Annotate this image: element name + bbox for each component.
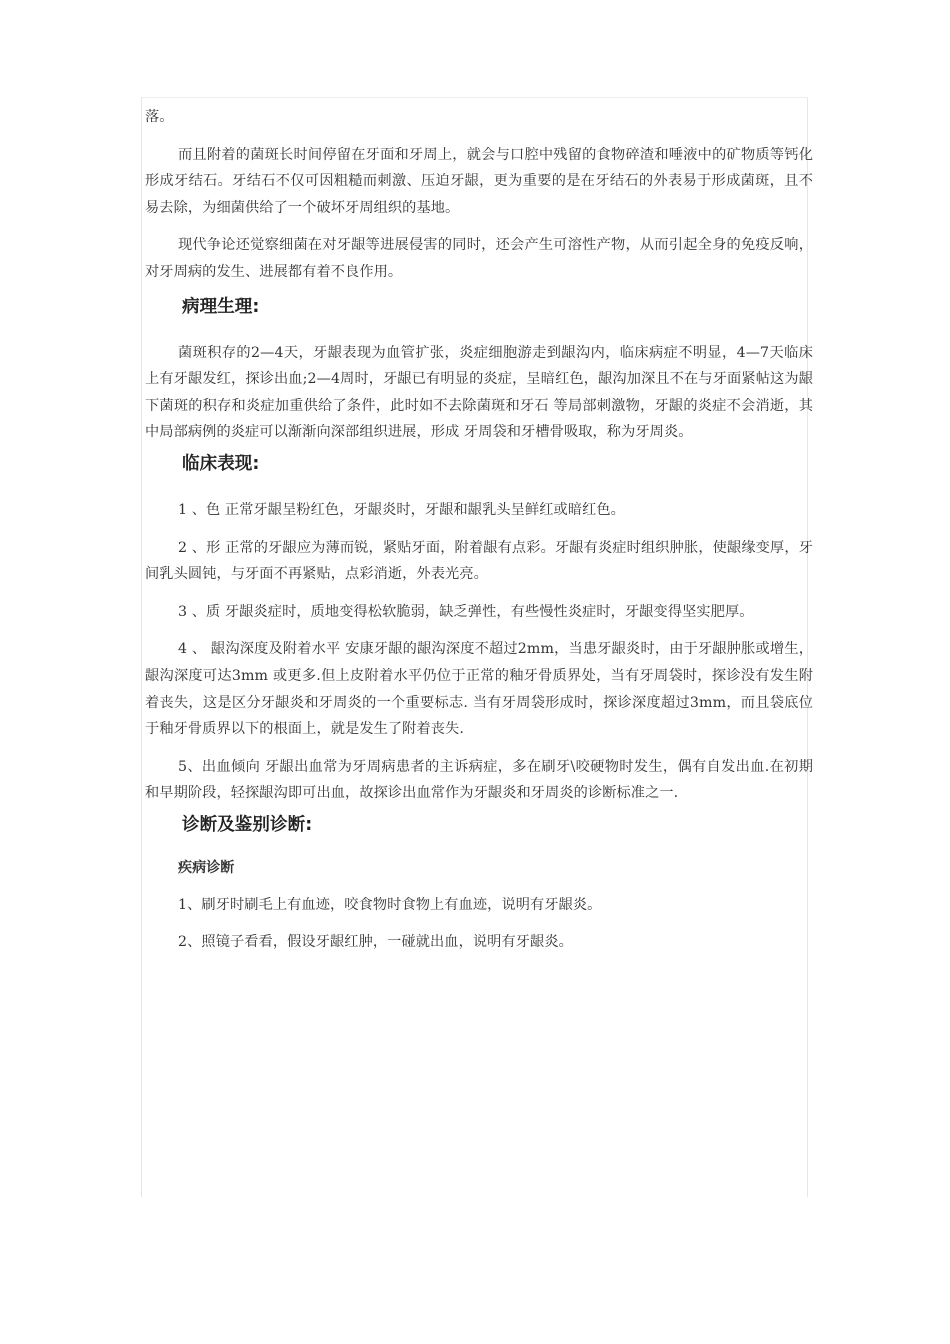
intro-tail-paragraph: 落。	[145, 109, 174, 125]
clinical-texture-paragraph: 3 、质 牙龈炎症时，质地变得松软脆弱，缺乏弹性，有些慢性炎症时，牙龈变得坚实肥厚。	[178, 603, 754, 620]
document-body	[145, 104, 813, 956]
diagnosis-item-1: 1、刷牙时刷毛上有血迹，咬食物时食物上有血迹，说明有牙龈炎。	[178, 896, 602, 913]
disease-diagnosis-subheading: 疾病诊断	[178, 859, 235, 876]
clinical-color-paragraph: 1 、色 正常牙龈呈粉红色，牙龈炎时，牙龈和龈乳头呈鲜红或暗红色。	[178, 501, 625, 518]
diagnosis-item-2: 2、照镜子看看，假设牙龈红肿，一碰就出血，说明有牙龈炎。	[178, 934, 573, 951]
calculus-paragraph: 而且附着的菌斑长时间停留在牙面和牙周上，就会与口腔中残留的食物碎渣和唾液中的矿物质等钙化形成牙结石。牙结石不仅可因粗糙而刺激、压迫牙龈，更为重要的是在牙结石的外表易于形成菌斑，且不易去除，为细菌供给了一个破坏牙周组织的基地。	[145, 146, 813, 216]
immune-paragraph: 现代争论还觉察细菌在对牙龈等进展侵害的同时，还会产生可溶性产物，从而引起全身的免疫反响，对牙周病的发生、进展都有着不良作用。	[145, 237, 813, 280]
diagnosis-heading: 诊断及鉴别诊断:	[182, 814, 313, 835]
pathology-heading: 病理生理:	[182, 296, 260, 317]
clinical-shape-paragraph: 2 、形 正常的牙龈应为薄而锐，紧贴牙面，附着龈有点彩。牙龈有炎症时组织肿胀，使龈缘变厚，牙间乳头圆钝，与牙面不再紧贴，点彩消逝，外表光亮。	[145, 539, 813, 583]
clinical-bleeding-paragraph: 5、出血倾向 牙龈出血常为牙周病患者的主诉病症，多在刷牙\咬硬物时发生，偶有自发出血.在初期和早期阶段，轻探龈沟即可出血，故探诊出血常作为牙龈炎和牙周炎的诊断标准之一.	[145, 758, 813, 802]
clinical-depth-paragraph: 4 、 龈沟深度及附着水平 安康牙龈的龈沟深度不超过2mm，当患牙龈炎时，由于牙龈肿胀或增生，龈沟深度可达3mm 或更多.但上皮附着水平仍位于正常的釉牙骨质界处，当有牙周袋时，探诊没有发生附着丧失，这是区分牙龈炎和牙周炎的一个重要标志. 当有牙周袋形成时，探诊深度超过3mm，而且袋底位于釉牙骨质界以下的根面上，就是发生了附着丧失.	[145, 641, 813, 738]
clinical-heading: 临床表现:	[182, 453, 260, 474]
pathology-paragraph: 菌斑积存的2—4天，牙龈表现为血管扩张，炎症细胞游走到龈沟内，临床病症不明显，4—7天临床上有牙龈发红，探诊出血;2—4周时，牙龈已有明显的炎症，呈暗红色，龈沟加深且不在与牙面紧帖这为龈下菌斑的积存和炎症加重供给了条件，此时如不去除菌斑和牙石 等局部刺激物，牙龈的炎症不会消逝，其中局部病例的炎症可以渐渐向深部组织进展，形成 牙周袋和牙槽骨吸取，称为牙周炎。	[145, 344, 813, 441]
